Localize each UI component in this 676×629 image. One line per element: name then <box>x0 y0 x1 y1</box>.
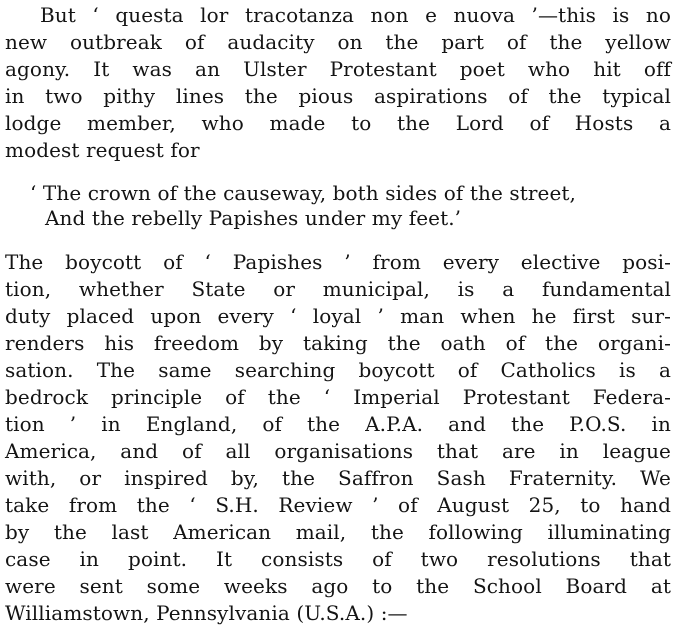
paragraph-2-line-13: were sent some weeks ago to the School Board at <box>5 574 671 598</box>
paragraph-2-line-4: renders his freedom by taking the oath of the organi- <box>5 331 671 355</box>
paragraph-1-line-5: lodge member, who made to the Lord of Hosts a <box>5 111 671 135</box>
paragraph-1-line-2: new outbreak of audacity on the part of the yellow <box>5 30 671 54</box>
paragraph-2-line-10: take from the ‘ S.H. Review ’ of August 25, to hand <box>5 493 671 517</box>
paragraph-2-line-14: Williamstown, Pennsylvania (U.S.A.) :— <box>5 601 408 625</box>
paragraph-2-line-9: with, or inspired by, the Saffron Sash Fraternity. We <box>5 466 671 490</box>
paragraph-2-line-2: tion, whether State or municipal, is a fundamental <box>5 277 671 301</box>
paragraph-2-line-12: case in point. It consists of two resolutions that <box>5 547 671 571</box>
paragraph-1-line-3: agony. It was an Ulster Protestant poet who hit off <box>5 57 671 81</box>
paragraph-2-line-3: duty placed upon every ‘ loyal ’ man when he first sur- <box>5 304 671 328</box>
paragraph-2-line-5: sation. The same searching boycott of Catholics is a <box>5 358 671 382</box>
paragraph-2-line-8: America, and of all organisations that are in league <box>5 439 671 463</box>
quote-line-1: ‘ The crown of the causeway, both sides of the street, <box>30 181 576 205</box>
paragraph-2-line-7: tion ’ in England, of the A.P.A. and the P.O.S. in <box>5 412 671 436</box>
paragraph-2-line-6: bedrock principle of the ‘ Imperial Protestant Federa- <box>5 385 671 409</box>
paragraph-1-line-1: But ‘ questa lor tracotanza non e nuova ’—this is no <box>40 3 671 27</box>
paragraph-2-line-1: The boycott of ‘ Papishes ’ from every elective posi- <box>5 250 671 274</box>
paragraph-2-line-11: by the last American mail, the following illuminating <box>5 520 671 544</box>
paragraph-1-line-4: in two pithy lines the pious aspirations of the typical <box>5 84 671 108</box>
paragraph-1-line-6: modest request for <box>5 138 200 162</box>
quote-line-2: And the rebelly Papishes under my feet.’ <box>45 206 462 230</box>
